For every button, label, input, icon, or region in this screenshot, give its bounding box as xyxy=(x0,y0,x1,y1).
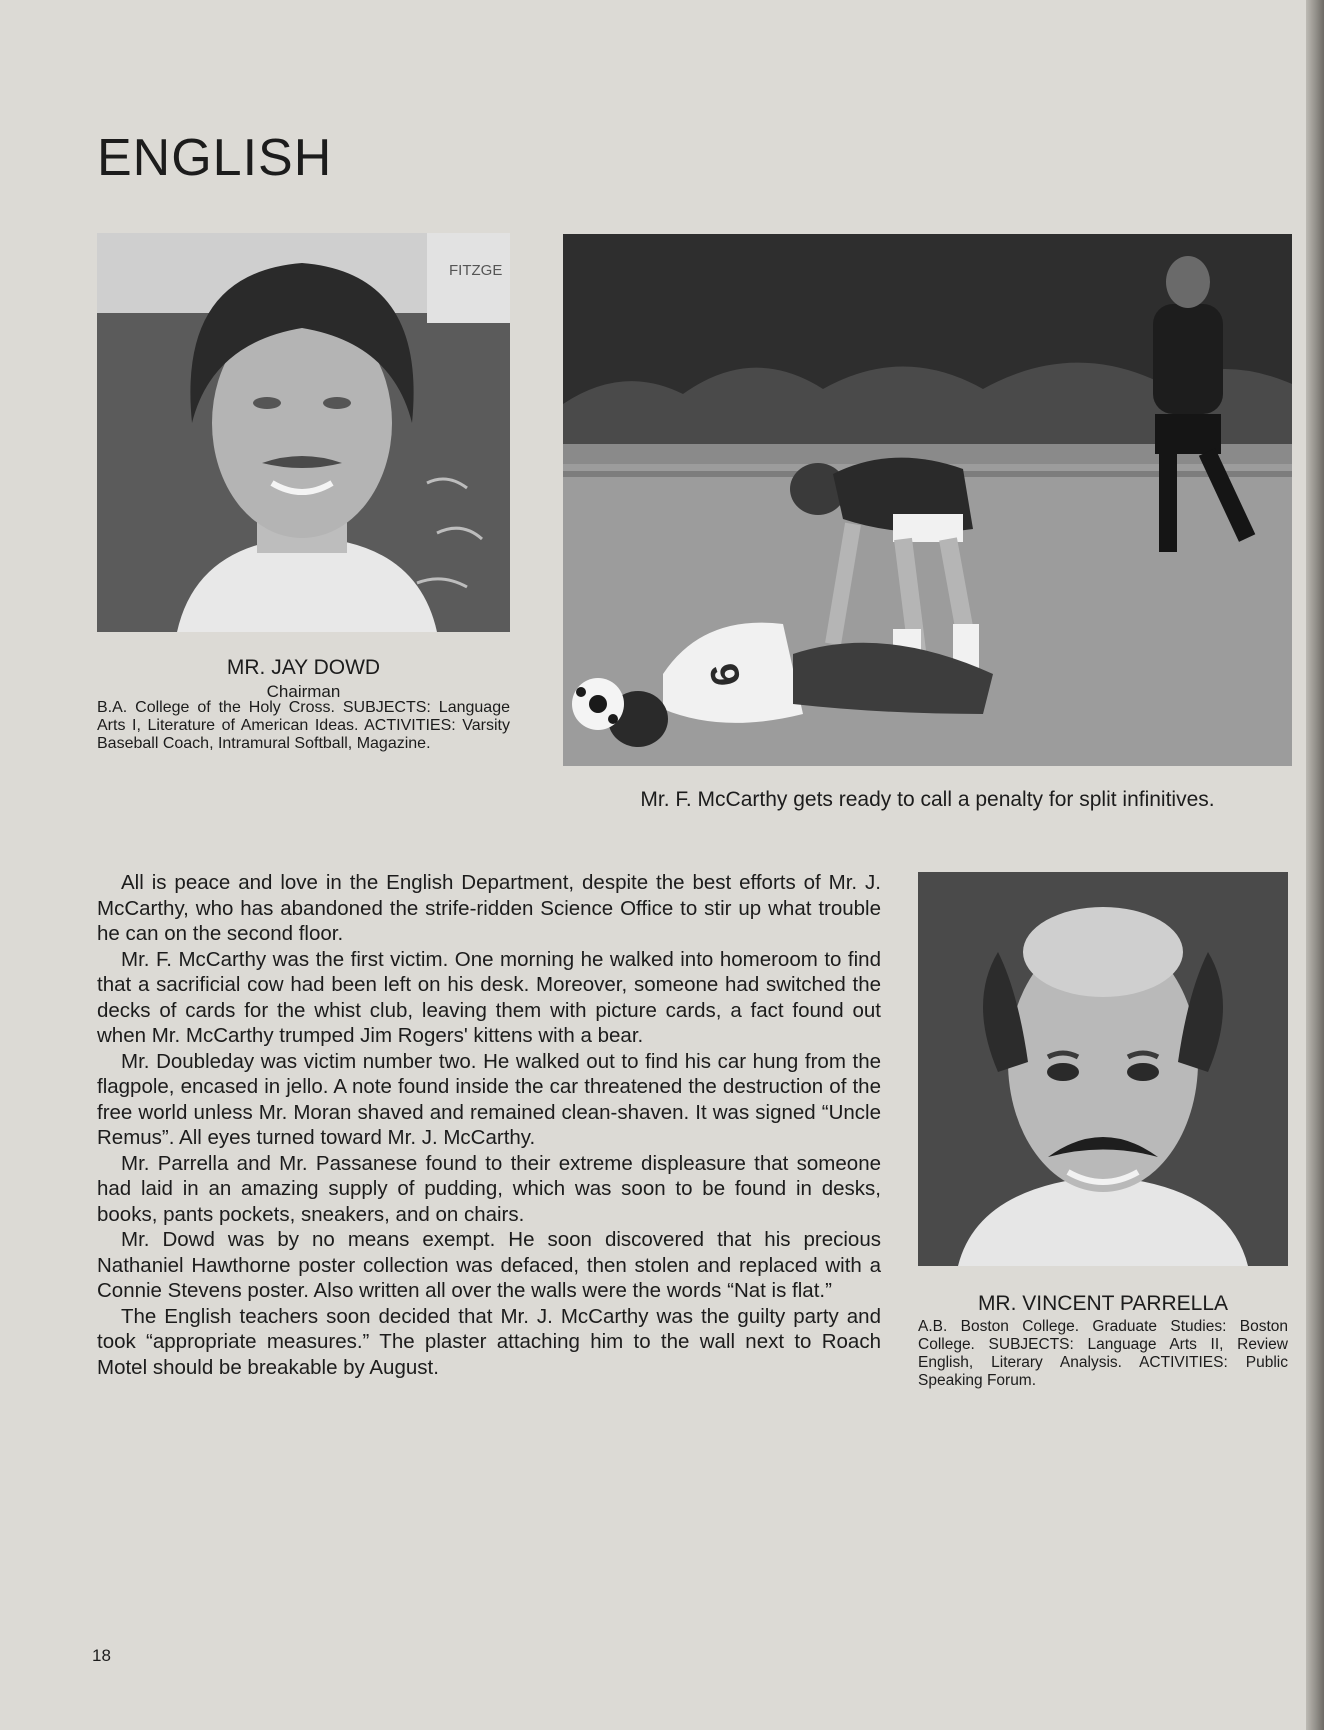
article-body xyxy=(97,870,881,1380)
article-paragraph: Mr. Parrella and Mr. Passanese found to their extreme displeasure that someone had laid in an amazing supply of pudding, which was soon to be found in desks, books, pants pockets, sneakers, and on chairs. xyxy=(97,1151,881,1226)
soccer-photo-caption: Mr. F. McCarthy gets ready to call a penalty for split infinitives. xyxy=(640,788,1215,811)
portrait-photo-parrella xyxy=(918,872,1288,1266)
teacher-bio-parrella: A.B. Boston College. Graduate Studies: Boston College. SUBJECTS: Language Arts II, Review English, Literary Analysis. ACTIVITIES: Public Speaking Forum. xyxy=(918,1318,1288,1389)
article-paragraph: Mr. F. McCarthy was the first victim. One morning he walked into homeroom to find that a sacrificial cow had been left on his desk. Moreover, someone had switched the decks of cards for the whist club, leaving them with picture cards, a fact found out when Mr. McCarthy trumped Jim Rogers' kittens with a bear. xyxy=(97,947,881,1047)
page-binding-edge xyxy=(1306,0,1324,1730)
teacher-role-dowd: Chairman xyxy=(266,682,341,701)
page-number: 18 xyxy=(92,1646,111,1665)
page-title: ENGLISH xyxy=(97,129,333,187)
article-paragraph: Mr. Dowd was by no means exempt. He soon discovered that his precious Nathaniel Hawthorne poster collection was defaced, then stolen and replaced with a Connie Stevens poster. Also written all over the walls were the words “Nat is flat.” xyxy=(97,1228,881,1302)
article-paragraph: Mr. Doubleday was victim number two. He walked out to find his car hung from the flagpole, encased in jello. A note found inside the car threatened the destruction of the free world unless Mr. Moran shaved and remained clean-shaven. It was signed “Uncle Remus”. All eyes turned toward Mr. J. McCarthy. xyxy=(97,1049,881,1149)
portrait-photo-dowd xyxy=(97,233,510,632)
soccer-photo xyxy=(563,234,1292,766)
portrait-parrella-illustration xyxy=(918,872,1288,1266)
article-paragraph: All is peace and love in the English Department, despite the best efforts of Mr. J. McCarthy, who has abandoned the strife-ridden Science Office to stir up what trouble he can on the second floor. xyxy=(97,871,881,945)
article-paragraph: The English teachers soon decided that Mr. J. McCarthy was the guilty party and took “appropriate measures.” The plaster attaching him to the wall next to Roach Motel should be breakable by August. xyxy=(97,1304,881,1379)
portrait-dowd-illustration xyxy=(97,233,510,632)
soccer-scene-illustration xyxy=(563,234,1292,766)
teacher-name-parrella: MR. VINCENT PARRELLA xyxy=(977,1292,1229,1315)
jersey-number: 9 xyxy=(700,660,748,690)
teacher-bio-dowd: B.A. College of the Holy Cross. SUBJECTS: Language Arts I, Literature of American Ideas. ACTIVITIES: Varsity Baseball Coach, Intramural Softball, Magazine. xyxy=(97,699,510,752)
teacher-name-dowd: MR. JAY DOWD xyxy=(226,656,381,679)
photo-sign-text: FITZGE xyxy=(449,262,503,279)
